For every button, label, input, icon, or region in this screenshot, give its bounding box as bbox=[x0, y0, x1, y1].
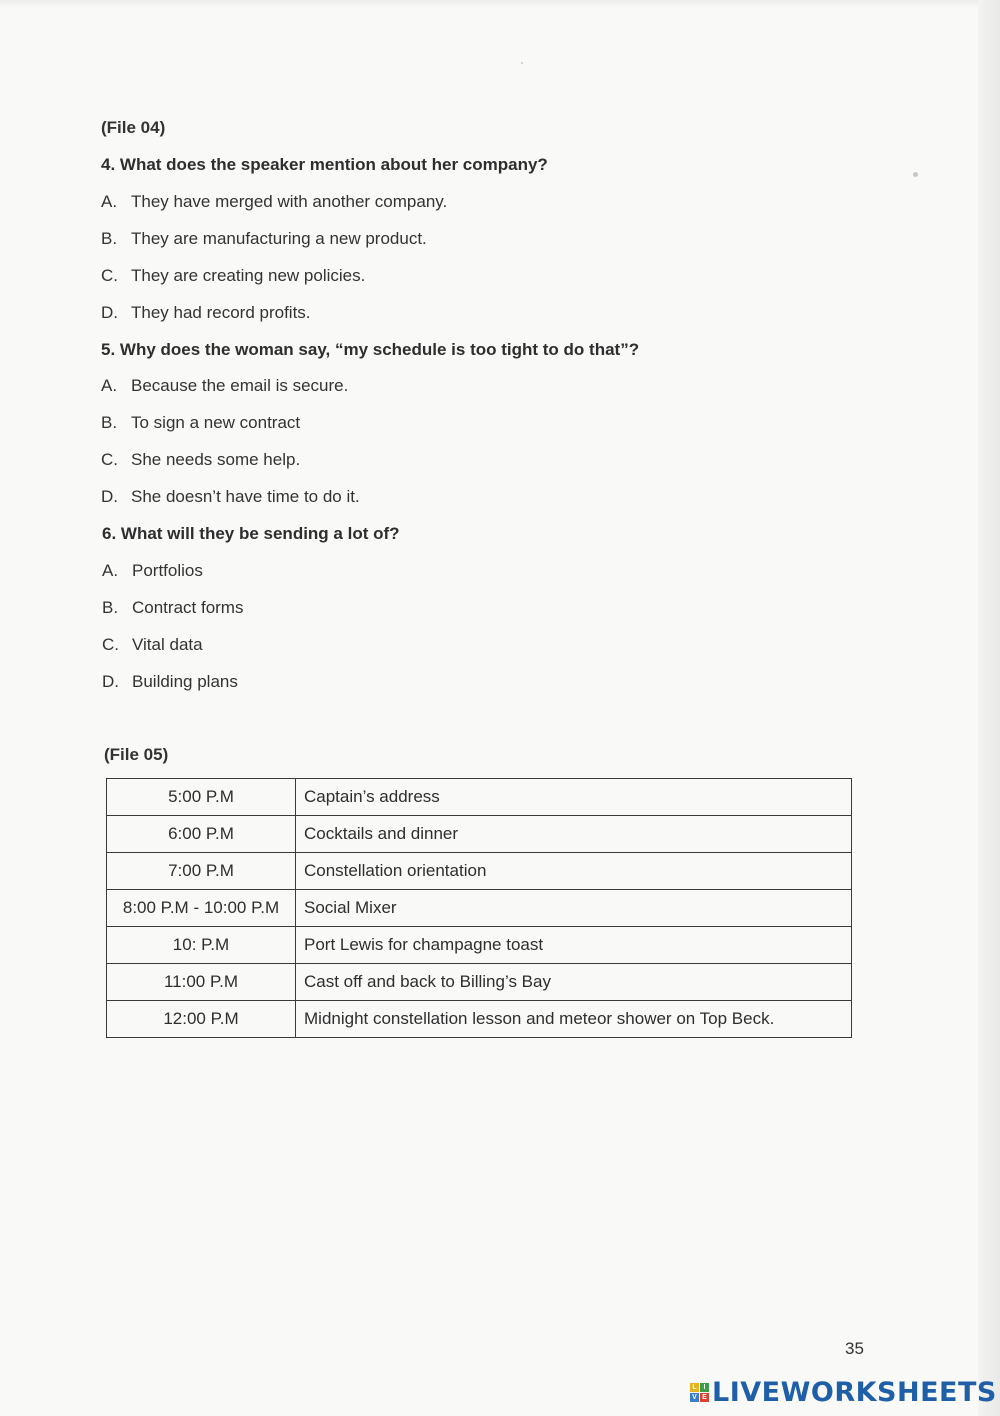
option-letter: D. bbox=[101, 303, 118, 322]
page-number: 35 bbox=[845, 1339, 864, 1358]
table-row bbox=[107, 964, 852, 1001]
question-4: 4. What does the speaker mention about her company? bbox=[101, 155, 548, 174]
schedule-event: Captain’s address bbox=[296, 779, 852, 816]
option-text: She needs some help. bbox=[131, 450, 301, 469]
file-05-label: (File 05) bbox=[104, 745, 169, 764]
schedule-event: Midnight constellation lesson and meteor shower on Top Beck. bbox=[296, 1001, 852, 1038]
q5-option-b[interactable] bbox=[101, 413, 300, 433]
logo-tile: V bbox=[690, 1393, 699, 1402]
schedule-time: 5:00 P.M bbox=[107, 779, 296, 816]
option-text: They are creating new policies. bbox=[131, 266, 366, 285]
schedule-event: Cocktails and dinner bbox=[296, 816, 852, 853]
schedule-time: 7:00 P.M bbox=[107, 853, 296, 890]
schedule-time: 10: P.M bbox=[107, 927, 296, 964]
table-row bbox=[107, 1001, 852, 1038]
schedule-event: Port Lewis for champagne toast bbox=[296, 927, 852, 964]
file-04-label: (File 04) bbox=[101, 118, 166, 137]
option-letter: A. bbox=[101, 376, 118, 395]
option-letter: C. bbox=[102, 635, 119, 654]
option-text: They have merged with another company. bbox=[131, 192, 448, 211]
option-text: Portfolios bbox=[132, 561, 203, 580]
option-text: They are manufacturing a new product. bbox=[131, 229, 427, 248]
option-text: Contract forms bbox=[132, 598, 244, 617]
liveworksheets-watermark[interactable] bbox=[690, 1377, 997, 1408]
watermark-text: LIVEWORKSHEETS bbox=[712, 1377, 997, 1408]
table-row bbox=[107, 816, 852, 853]
table-row bbox=[107, 927, 852, 964]
schedule-time: 8:00 P.M - 10:00 P.M bbox=[107, 890, 296, 927]
q5-option-d[interactable] bbox=[101, 487, 360, 507]
option-letter: D. bbox=[101, 487, 118, 506]
table-row bbox=[107, 853, 852, 890]
q6-option-a[interactable] bbox=[102, 561, 203, 581]
logo-tile: E bbox=[700, 1393, 709, 1402]
q5-option-a[interactable] bbox=[101, 376, 348, 396]
q5-option-c[interactable] bbox=[101, 450, 300, 470]
q4-option-b[interactable] bbox=[101, 229, 427, 249]
question-5: 5. Why does the woman say, “my schedule is too tight to do that”? bbox=[101, 340, 640, 359]
question-6: 6. What will they be sending a lot of? bbox=[102, 524, 400, 543]
option-text: They had record profits. bbox=[131, 303, 311, 322]
option-letter: A. bbox=[102, 561, 119, 580]
option-text: She doesn’t have time to do it. bbox=[131, 487, 360, 506]
q4-option-d[interactable] bbox=[101, 303, 311, 323]
q6-option-b[interactable] bbox=[102, 598, 243, 618]
logo-tile: L bbox=[690, 1383, 699, 1392]
option-text: Because the email is secure. bbox=[131, 376, 349, 395]
scan-speck bbox=[521, 62, 523, 64]
option-letter: C. bbox=[101, 266, 118, 285]
schedule-time: 12:00 P.M bbox=[107, 1001, 296, 1038]
schedule-event: Cast off and back to Billing’s Bay bbox=[296, 964, 852, 1001]
q6-option-c[interactable] bbox=[102, 635, 203, 655]
scan-right-edge bbox=[978, 0, 1000, 1416]
schedule-event: Constellation orientation bbox=[296, 853, 852, 890]
option-letter: B. bbox=[102, 598, 119, 617]
table-row bbox=[107, 890, 852, 927]
option-text: To sign a new contract bbox=[131, 413, 301, 432]
q4-option-a[interactable] bbox=[101, 192, 447, 212]
q4-option-c[interactable] bbox=[101, 266, 365, 286]
option-letter: C. bbox=[101, 450, 118, 469]
option-letter: D. bbox=[102, 672, 119, 691]
option-letter: B. bbox=[101, 413, 118, 432]
schedule-time: 11:00 P.M bbox=[107, 964, 296, 1001]
option-text: Building plans bbox=[132, 672, 238, 691]
option-letter: A. bbox=[101, 192, 118, 211]
q6-option-d[interactable] bbox=[102, 672, 238, 692]
option-letter: B. bbox=[101, 229, 118, 248]
liveworksheets-logo-icon bbox=[690, 1383, 709, 1402]
schedule-event: Social Mixer bbox=[296, 890, 852, 927]
schedule-table bbox=[106, 778, 852, 1038]
scan-speck bbox=[913, 172, 918, 177]
logo-tile: I bbox=[700, 1383, 709, 1392]
schedule-time: 6:00 P.M bbox=[107, 816, 296, 853]
scan-top-edge bbox=[0, 0, 1000, 8]
option-text: Vital data bbox=[132, 635, 203, 654]
table-row bbox=[107, 779, 852, 816]
